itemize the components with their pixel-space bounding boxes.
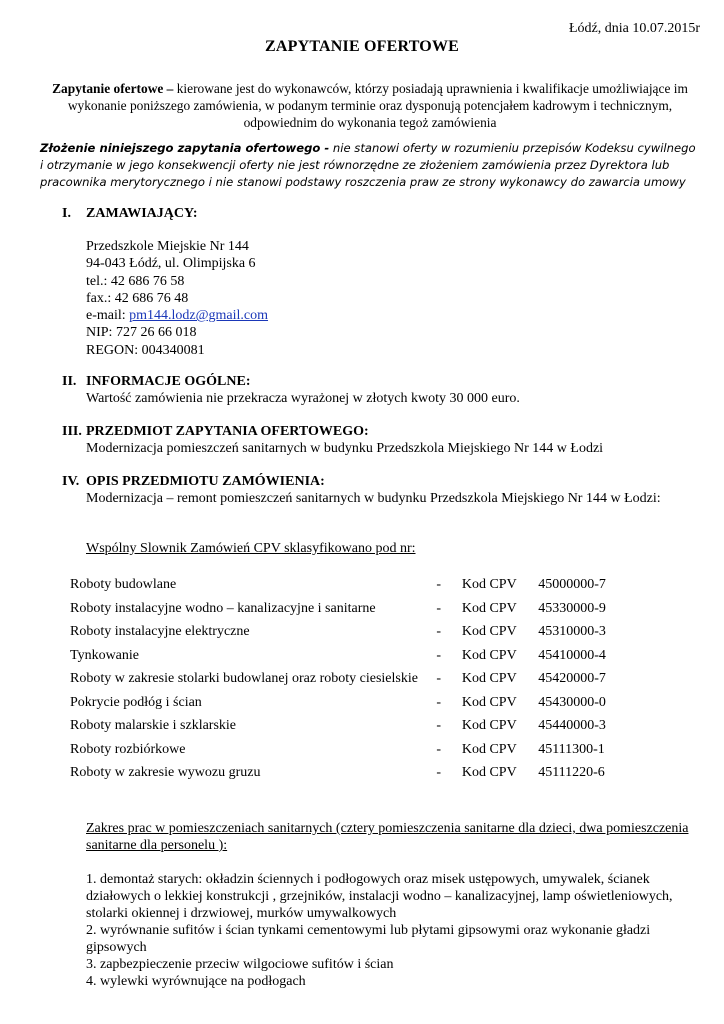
cpv-kod-label: Kod CPV xyxy=(461,647,517,663)
cpv-name: Roboty malarskie i szklarskie xyxy=(70,718,237,733)
section-4-title: OPIS PRZEDMIOTU ZAMÓWIENIA: xyxy=(86,474,325,489)
cpv-kod-label: Kod CPV xyxy=(461,741,517,757)
cpv-code: 45111220-6 xyxy=(538,765,605,780)
section-3-heading xyxy=(62,423,369,440)
contractor-fax: fax.: 42 686 76 48 xyxy=(86,290,189,306)
cpv-dash: - xyxy=(436,765,442,780)
document-date: Łódź, dnia 10.07.2015r xyxy=(568,21,700,36)
cpv-kod-label: Kod CPV xyxy=(461,600,517,616)
cpv-row xyxy=(70,765,640,789)
cpv-code: 45420000-7 xyxy=(538,671,606,686)
cpv-name: Roboty w zakresie stolarki budowlanej oraz roboty ciesielskie xyxy=(70,671,418,686)
intro-text: kierowane jest do wykonawców, którzy posiadają uprawnienia i kwalifikacje umożliwiające im wykonanie poniższego zamówienia, w podanym terminie oraz dysponują potencjałem kadrowym i technicznym, odpowiednim do wykonania tegoż zamówienia xyxy=(67,81,688,130)
intro-paragraph xyxy=(40,80,700,131)
cpv-heading: Wspólny Slownik Zamówień CPV sklasyfikowano pod nr: xyxy=(86,541,416,556)
disclaimer-text: nie stanowi oferty w rozumieniu przepisów Kodeksu cywilnego i otrzymanie w jego konsekwencji oferty nie jest równorzędne ze złożeniem zamówienia przez Dyrektora lub pracownika merytorycznego i nie stanowi podstawy roszczenia praw ze strony wykonawcy do zawarcia umowy xyxy=(40,141,696,189)
section-3-title: PRZEDMIOT ZAPYTANIA OFERTOWEGO: xyxy=(86,424,369,439)
contractor-street: 94-043 Łódź, ul. Olimpijska 6 xyxy=(86,256,256,272)
cpv-name: Roboty budowlane xyxy=(70,577,177,592)
disclaimer-paragraph xyxy=(40,140,700,191)
section-2-number: II. xyxy=(62,374,77,389)
cpv-dash: - xyxy=(436,741,442,757)
cpv-dash: - xyxy=(436,671,442,686)
cpv-code: 45440000-3 xyxy=(538,718,606,733)
scope-heading: Zakres prac w pomieszczeniach sanitarnych (cztery pomieszczenia sanitarne dla dzieci, dwa pomieszczenia sanitarne dla personelu ): xyxy=(86,821,689,853)
cpv-row xyxy=(70,671,640,695)
cpv-dash: - xyxy=(436,600,442,616)
cpv-dash: - xyxy=(436,718,442,733)
cpv-dash: - xyxy=(436,577,442,592)
cpv-kod-label: Kod CPV xyxy=(461,624,517,639)
cpv-name: Roboty instalacyjne elektryczne xyxy=(70,624,250,639)
cpv-name: Roboty instalacyjne wodno – kanalizacyjne i sanitarne xyxy=(70,600,376,616)
cpv-row xyxy=(70,742,640,766)
contractor-address xyxy=(86,238,268,359)
document-title: ZAPYTANIE OFERTOWE xyxy=(264,38,460,55)
cpv-row xyxy=(70,648,640,672)
section-1-heading xyxy=(62,205,198,222)
cpv-dash: - xyxy=(436,647,442,663)
email-label: e-mail: xyxy=(86,308,130,324)
cpv-name: Tynkowanie xyxy=(70,647,140,663)
scope-section xyxy=(86,820,706,990)
cpv-code: 45000000-7 xyxy=(538,577,606,592)
email-link[interactable]: pm144.lodz@gmail.com xyxy=(129,308,269,324)
section-4-number: IV. xyxy=(62,474,80,489)
cpv-code: 45430000-0 xyxy=(538,694,606,710)
cpv-row xyxy=(70,695,640,719)
scope-item: 1. demontaż starych: okładzin ściennych i podłogowych oraz misek ustępowych, umywalek, ścianek działowych o lekkiej konstrukcji , grzejników, instalacji wodno – kanalizacyjnej, lamp oświetleniowych, stolarki okiennej i drzwiowej, murków umywalkowych xyxy=(86,872,673,921)
cpv-kod-label: Kod CPV xyxy=(461,718,517,733)
intro-lead: Zapytanie ofertowe – xyxy=(52,81,174,96)
scope-item: 4. wylewki wyrównujące na podłogach xyxy=(86,974,306,989)
section-1-number: I. xyxy=(62,206,71,221)
cpv-dash: - xyxy=(436,624,442,639)
disclaimer-lead: Złożenie niniejszego zapytania ofertowego - xyxy=(40,141,330,155)
contractor-tel: tel.: 42 686 76 58 xyxy=(86,273,185,289)
contractor-nip: NIP: 727 26 66 018 xyxy=(86,325,197,341)
cpv-name: Roboty rozbiórkowe xyxy=(70,741,186,757)
section-4-text: Modernizacja – remont pomieszczeń sanitarnych w budynku Przedszkola Miejskiego Nr 144 w Łodzi: xyxy=(86,491,661,506)
cpv-row xyxy=(70,577,640,601)
cpv-kod-label: Kod CPV xyxy=(461,694,517,710)
section-1-title: ZAMAWIAJĄCY: xyxy=(86,206,198,221)
contractor-regon: REGON: 004340081 xyxy=(86,342,205,358)
scope-item: 2. wyrównanie sufitów i ścian tynkami cementowymi lub płytami gipsowymi oraz wykonanie gładzi gipsowych xyxy=(86,923,651,955)
contractor-email-line xyxy=(86,307,268,324)
cpv-name: Roboty w zakresie wywozu gruzu xyxy=(70,765,261,780)
section-2-text: Wartość zamówienia nie przekracza wyrażonej w złotych kwoty 30 000 euro. xyxy=(86,391,520,406)
scope-list xyxy=(86,871,706,990)
cpv-row xyxy=(70,718,640,742)
cpv-dash: - xyxy=(436,694,442,710)
section-4-heading xyxy=(62,473,325,490)
cpv-row xyxy=(70,624,640,648)
cpv-kod-label: Kod CPV xyxy=(461,577,517,592)
scope-item: 3. zapbezpieczenie przeciw wilgociowe sufitów i ścian xyxy=(86,957,394,972)
cpv-row xyxy=(70,601,640,625)
contractor-name: Przedszkole Miejskie Nr 144 xyxy=(86,239,249,254)
section-3-number: III. xyxy=(62,424,82,439)
cpv-code: 45111300-1 xyxy=(538,741,605,757)
cpv-code: 45410000-4 xyxy=(538,647,606,663)
cpv-code: 45330000-9 xyxy=(538,600,606,616)
cpv-table xyxy=(70,577,640,789)
cpv-kod-label: Kod CPV xyxy=(461,671,517,686)
section-2-heading xyxy=(62,373,251,390)
cpv-name: Pokrycie podłóg i ścian xyxy=(70,694,202,710)
section-2-title: INFORMACJE OGÓLNE: xyxy=(86,374,251,389)
cpv-code: 45310000-3 xyxy=(538,624,606,639)
cpv-kod-label: Kod CPV xyxy=(461,765,517,780)
section-3-text: Modernizacja pomieszczeń sanitarnych w budynku Przedszkola Miejskiego Nr 144 w Łodzi xyxy=(86,441,604,456)
